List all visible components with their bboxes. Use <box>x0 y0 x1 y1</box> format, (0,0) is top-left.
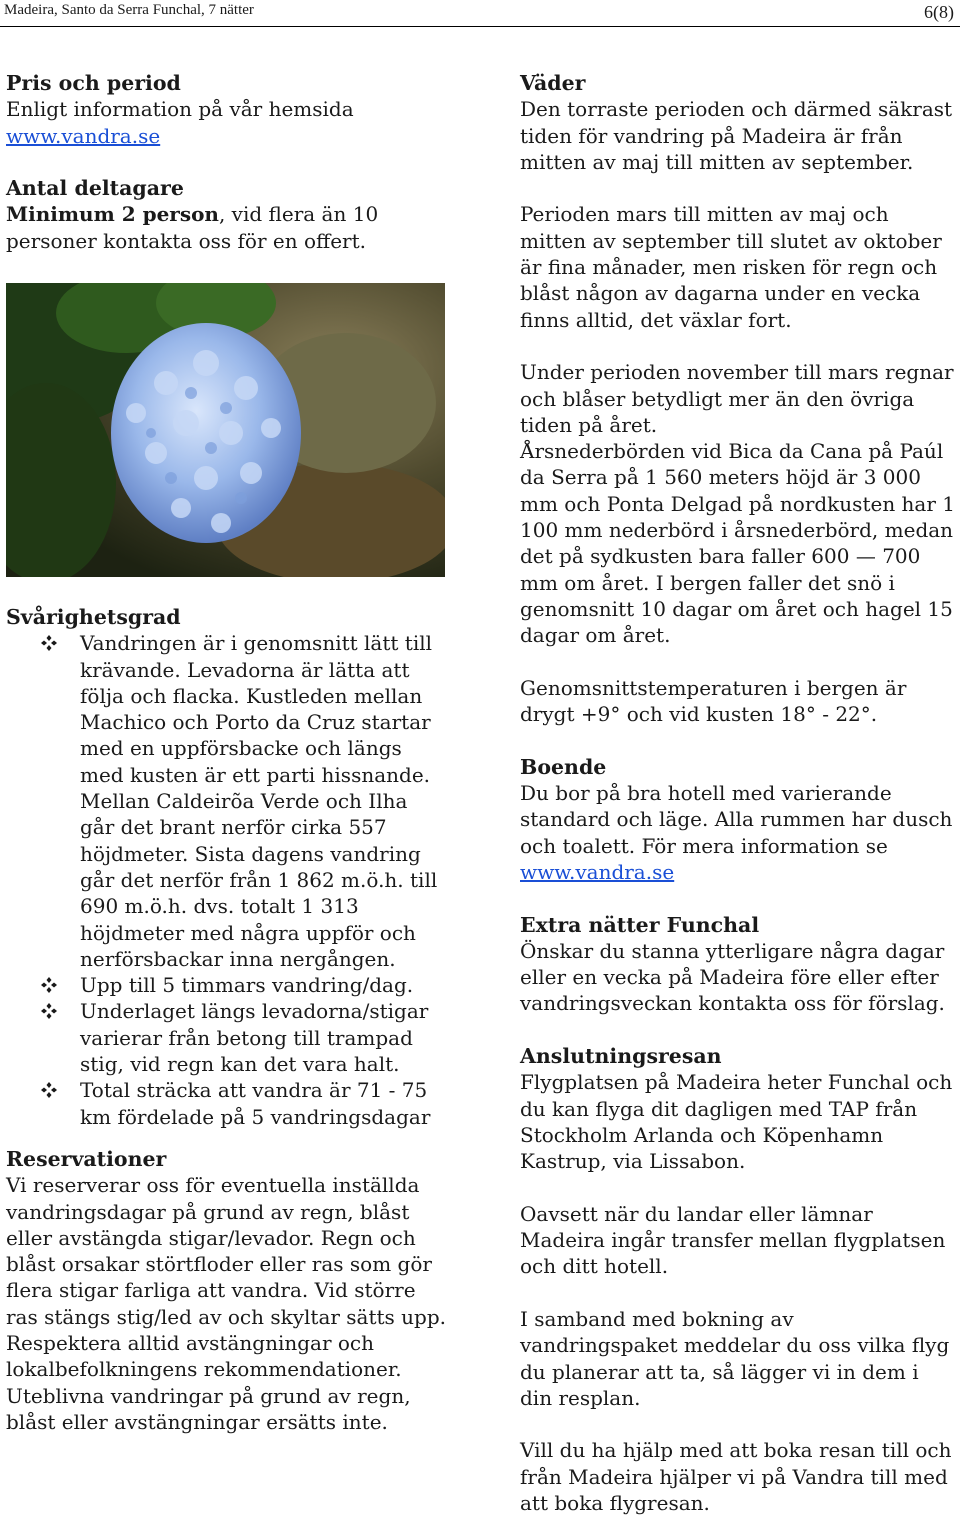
price-text: Enligt information på vår hemsida <box>6 97 354 122</box>
diamond-bullet-icon <box>40 1081 58 1099</box>
accommodation-section <box>520 754 956 885</box>
reservations-heading: Reservationer <box>6 1146 167 1171</box>
website-link[interactable]: www.vandra.se <box>6 123 161 148</box>
connection-section <box>520 1043 956 1516</box>
page-number: 6(8) <box>924 2 954 22</box>
difficulty-item-text: Vandringen är i genomsnitt lätt till krävande. Levadorna är lätta att följa och flacka. Kustleden mellan Machico och Porto da Cruz startar med en uppförsbacke och längs med kusten är ett parti hissnande. Mellan Caldeirõa Verde och Ilha går det brant nerför cirka 557 höjdmeter. Sista dagens vandring går det nerför från 1 862 m.ö.h. till 690 m.ö.h. dvs. totalt 1 313 höjdmeter med några uppför och nerförsbackar inna nergången. <box>80 631 438 971</box>
extra-nights-heading: Extra nätter Funchal <box>520 912 760 937</box>
list-item <box>6 972 446 998</box>
weather-p4: Årsnederbörden vid Bica da Cana på Paúl da Serra på 1 560 meters höjd är 3 000 mm och Ponta Delgad på nordkusten har 1 100 mm nederbörd i årsnederbörd, medan det på sydkusten bara faller 600 — 700 mm om året. I bergen faller det snö i genomsnitt 10 dagar om året och hagel 15 dagar om året. <box>520 439 955 648</box>
page-header <box>0 0 960 27</box>
difficulty-item-text: Upp till 5 timmars vandring/dag. <box>80 973 414 998</box>
diamond-bullet-icon <box>40 634 58 652</box>
participants-section <box>6 175 446 254</box>
participants-text <box>6 201 446 254</box>
difficulty-list <box>6 630 446 1130</box>
list-item <box>6 630 446 972</box>
connection-p2: Oavsett när du landar eller lämnar Madeira ingår transfer mellan flygplatsen och ditt hotell. <box>520 1201 946 1279</box>
difficulty-section <box>6 604 446 1130</box>
extra-nights-text: Önskar du stanna ytterligare några dagar eller en vecka på Madeira före eller efter vandringsveckan kontakta oss för förslag. <box>520 938 945 1016</box>
diamond-bullet-icon <box>40 976 58 994</box>
list-item <box>6 1077 446 1130</box>
price-heading: Pris och period <box>6 71 181 95</box>
connection-heading: Anslutningsresan <box>520 1043 722 1068</box>
weather-p2: Perioden mars till mitten av maj och mitten av september till slutet av oktober är fina månader, men risken för regn och blåst någon av dagarna under en vecka finns alltid, det växlar fort. <box>520 202 942 332</box>
weather-p5: Genomsnittstemperaturen i bergen är drygt +9° och vid kusten 18° - 22°. <box>520 675 907 727</box>
participants-minimum: Minimum 2 person <box>6 202 219 227</box>
left-column-lower <box>6 604 446 1435</box>
weather-p1: Den torraste perioden och därmed säkrast tiden för vandring på Madeira är från mitten av maj till mitten av september. <box>520 97 953 174</box>
right-column <box>520 70 956 1516</box>
header-title: Madeira, Santo da Serra Funchal, 7 nätter <box>4 2 254 18</box>
participants-rest: , vid flera än 10 <box>218 202 379 227</box>
difficulty-heading: Svårighetsgrad <box>6 605 181 629</box>
reservations-section <box>6 1146 446 1435</box>
difficulty-item-text: Total sträcka att vandra är 71 - 75 km fördelade på 5 vandringsdagar <box>80 1078 431 1129</box>
website-link[interactable]: www.vandra.se <box>520 859 675 884</box>
difficulty-item-text: Underlaget längs levadorna/stigar varierar från betong till trampad stig, vid regn kan det vara halt. <box>80 999 429 1077</box>
accommodation-text: Du bor på bra hotell med varierande standard och läge. Alla rummen har dusch och toalett. För mera information se <box>520 781 953 858</box>
participants-line2: personer kontakta oss för en offert. <box>6 228 366 253</box>
weather-section <box>520 70 956 727</box>
hydrangea-image <box>6 283 445 577</box>
extra-nights-section <box>520 912 956 1017</box>
weather-p3: Under perioden november till mars regnar och blåser betydligt mer än den övriga tiden på året. <box>520 360 954 437</box>
accommodation-heading: Boende <box>520 754 607 779</box>
connection-p1: Flygplatsen på Madeira heter Funchal och du kan flyga dit dagligen med TAP från Stockholm Arlanda och Köpenhamn Kastrup, via Lissabon. <box>520 1070 953 1174</box>
participants-heading: Antal deltagare <box>6 176 184 201</box>
reservations-text: Vi reserverar oss för eventuella inställda vandringsdagar på grund av regn, blåst eller avstängda stigar/levador. Regn och blåst orsakar störtfloder eller ras som gör flera stigar farliga att vandra. Vid större ras stängs stig/led av och skyltar sätts upp. Respektera alltid avstängningar och lokalbefolkningens rekommendationer. Uteblivna vandringar på grund av regn, blåst eller avstängningar ersätts inte. <box>6 1173 447 1434</box>
diamond-bullet-icon <box>40 1002 58 1020</box>
left-column <box>6 70 446 254</box>
connection-p4: Vill du ha hjälp med att boka resan till och från Madeira hjälper vi på Vandra till med att boka flygresan. <box>520 1438 952 1516</box>
list-item <box>6 998 446 1077</box>
hydrangea-photo <box>6 283 445 577</box>
weather-heading: Väder <box>520 71 586 95</box>
connection-p3: I samband med bokning av vandringspaket meddelar du oss vilka flyg du planerar att ta, så lägger vi in dem i din resplan. <box>520 1306 950 1410</box>
price-section <box>6 70 446 149</box>
